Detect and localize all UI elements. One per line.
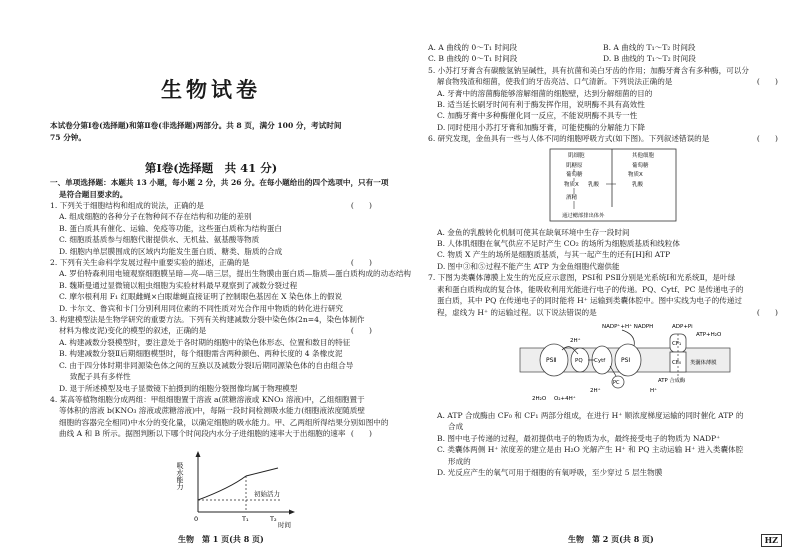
- option-b: B. 图中电子传递的过程，最初提供电子的物质为水，最终接受电子的物质为 NADP⁺: [437, 433, 721, 443]
- option-d: D. 卡尔文、鲁宾和卡门分别利用同位素的不同性质对光合作用中物质的转化进行研究: [59, 303, 344, 313]
- question-5: [428, 65, 778, 133]
- option-d: D. 退于所述模型及电子显微镜下拍摄到的细胞分裂图像均属于物理模型: [59, 383, 298, 393]
- option-c: C. 由于四分体时期非同源染色体之间的互换以及减数分裂Ⅰ后期同源染色体的自由组合导: [59, 360, 354, 370]
- option-d: D. 细胞内单层膜围成的区域内均能发生蛋白质、糖类、脂质的合成: [59, 246, 283, 256]
- version-badge: HZ: [761, 534, 782, 547]
- option-c-2: 致配子具有多样性: [70, 372, 131, 382]
- option-c: C. 类囊体两侧 H⁺ 浓度差的建立是由 H₂O 光解产生 H⁺ 和 PQ 主动运输 H⁺ 进入类囊体腔: [437, 445, 744, 455]
- option-b: B. 蛋白质具有催化、运输、免疫等功能，这些蛋白质称为结构蛋白: [59, 223, 283, 233]
- part-heading: 一、单项选择题：本题共 13 小题，每小题 2 分，共 26 分。在每小题给出的四个选项中，只有一项: [50, 178, 389, 188]
- question-7: [428, 272, 778, 318]
- nadph-label: NADP⁺+H⁺ NADPH: [602, 323, 654, 330]
- question-stem: 7. 下图为类囊体薄膜上发生的光反应示意图，PSⅠ和 PSⅡ分别是光系统Ⅰ和光系统Ⅱ，是叶绿: [428, 273, 736, 283]
- pq-label: PQ: [575, 357, 583, 364]
- muscle-glycogen: 肌糖原: [566, 162, 583, 169]
- muscle-cell-label: 肌细胞: [568, 152, 585, 159]
- proton-label-2: 2H⁺: [590, 387, 601, 394]
- x-axis-arrow: [289, 509, 295, 514]
- proton-label-1: 2H⁺: [570, 337, 581, 344]
- page-footer-2: 生物 第 2 页(共 8 页): [568, 534, 654, 544]
- answer-paren: ( ): [350, 258, 372, 268]
- cf1-label: CF₁: [672, 340, 682, 347]
- option-b: B. A 曲线的 T₁～T₂ 时间段: [603, 43, 696, 52]
- q4-options-row-1: [428, 42, 778, 53]
- option-c: C. B 曲线的 0～T₁ 时间段: [428, 54, 518, 64]
- origin-label: 0: [194, 514, 199, 523]
- excretion-label: 通过鳃部排出体外: [562, 212, 605, 219]
- question-stem: 6. 研究发现，金鱼具有一些与人体不同的细胞呼吸方式(如下图)。下列叙述错误的是: [428, 134, 710, 144]
- water-absorption-graph: [170, 448, 300, 528]
- goldfish-respiration-diagram: [548, 147, 678, 223]
- option-a: A. ATP 合成酶由 CF₀ 和 CF₁ 两部分组成，在进行 H⁺ 顺浓度梯度运输的同时催化 ATP 的: [437, 410, 744, 420]
- option-c: C. 摩尔根利用 F₁ 红眼雌蝇×白眼雄蝇直接证明了控制眼色基因在 X 染色体上的假说: [59, 292, 343, 302]
- curve-label: 初始活力: [254, 489, 280, 498]
- option-a-2: 合成: [448, 422, 464, 432]
- right-page: [400, 0, 800, 559]
- option-b: B. 人体肌细胞在氧气供应不足时产生 CO₂ 的场所为细胞质基质和线粒体: [437, 239, 680, 249]
- exam-intro: [50, 120, 372, 143]
- option-a: A. 罗伯特森利用电镜观察细胞膜呈暗—亮—暗三层，提出生物膜由蛋白质—脂质—蛋白质构成的动态结构: [59, 269, 412, 279]
- question-6-options: [428, 227, 778, 273]
- lactic-acid-right: 乳酸: [632, 181, 644, 188]
- intro-line-2: 75 分钟。: [50, 132, 86, 142]
- adp-label: ADP+Pi: [672, 323, 693, 330]
- alcohol: 酒精: [566, 194, 578, 201]
- y-axis-label: 吸水能力: [176, 461, 184, 490]
- curve-a: [198, 476, 246, 500]
- membrane-label: 类囊体薄膜: [690, 359, 717, 366]
- part-heading-2: 是符合题目要求的。: [59, 189, 128, 199]
- answer-paren: ( ): [756, 134, 778, 144]
- question-stem-2: 素和蛋白质构成的复合体，能吸收利用光能进行电子的传递。PQ、Cytf、PC 是传递电子的: [437, 284, 744, 294]
- question-stem-3: 蛋白质，其中 PQ 在传递电子的同时能将 H⁺ 运输到类囊体腔中。图中实线为电子的传递过: [437, 296, 742, 306]
- glucose-right: 葡萄糖: [632, 162, 649, 169]
- option-b: B. 适当延长刷牙时间有利于酶发挥作用，说明酶不具有高效性: [437, 100, 645, 110]
- answer-paren: ( ): [350, 201, 372, 210]
- proton-label-3: H⁺: [650, 387, 658, 394]
- section-title: 第Ⅰ卷(选择题 共 41 分): [144, 161, 278, 176]
- answer-paren: ( ): [756, 307, 778, 317]
- option-c: C. 物质 X 产生的场所是细胞质基质，与其一起产生的还有[H]和 ATP: [437, 250, 671, 260]
- cf0-label: CF₀: [672, 359, 682, 366]
- curve-a-end: [246, 468, 278, 476]
- oxygen-label: O₂+4H⁺: [554, 395, 576, 402]
- answer-paren: ( ): [350, 429, 372, 439]
- question-stem-2: 材料为橡皮泥)变化的模型的叙述，正确的是: [59, 326, 207, 336]
- option-c: C. 细胞质基质参与细胞代谢提供水、无机盐、氨基酸等物质: [59, 235, 260, 245]
- question-stem-4: 曲线 A 和 B 所示。据图判断以下哪个时间段内水分子进细胞的速率大于出细胞的速率: [59, 429, 346, 439]
- glucose-left: 葡萄糖: [566, 171, 583, 178]
- question-7-options: [428, 410, 778, 478]
- x-axis-label: 时间: [278, 520, 291, 529]
- page-footer-1: 生物 第 1 页(共 8 页): [178, 534, 264, 544]
- option-d: D. 光反应产生的氧气可用于细胞的有氧呼吸，至少穿过 5 层生物膜: [437, 467, 663, 477]
- answer-paren: ( ): [350, 326, 372, 336]
- paper-title: 生物试卷: [161, 77, 261, 102]
- psii-label: PSⅡ: [546, 356, 557, 364]
- option-a: A. 牙膏中的溶菌酶能够溶解细菌的细胞壁，达到分解细菌的目的: [437, 88, 653, 98]
- option-c: C. 加酶牙膏中多种酶催化同一反应，不能说明酶不具专一性: [437, 111, 638, 121]
- option-d: D. B 曲线的 T₁～T₂ 时间段: [603, 54, 696, 64]
- thylakoid-light-reaction-diagram: [510, 320, 740, 406]
- q4-options-row-2: [428, 53, 778, 64]
- question-6: [428, 133, 778, 144]
- cytf-label: Cytf: [594, 357, 606, 364]
- question-stem-2: 等体积的溶液 b(KNO₃ 溶液或蔗糖溶液)中，每隔一段时间检测吸水能力(细胞液浓度随质壁: [59, 406, 365, 416]
- option-a: A. 金鱼的乳酸转化机制可使其在缺氧环境中生存一段时间: [437, 227, 630, 237]
- option-b: B. 构建减数分裂Ⅱ后期细胞模型时，每个细胞需含两种颜色、两种长度的 4 条橡皮泥: [59, 349, 343, 359]
- psi-label: PSⅠ: [621, 356, 631, 364]
- option-d: D. 图中③和⑤过程不能产生 ATP 为金鱼细胞代谢供能: [437, 261, 620, 271]
- option-c-2: 形成的: [448, 456, 471, 466]
- question-stem-4: 程，虚线为 H⁺ 的运输过程。以下说法错误的是: [437, 307, 597, 317]
- atp-label: ATP+H₂O: [696, 331, 722, 338]
- option-d: D. 同时使用小苏打牙膏和加酶牙膏，可能使酶的分解能力下降: [437, 122, 646, 132]
- substance-x-right: 物质X: [628, 171, 643, 178]
- question-stem: 5. 小苏打牙膏含有碳酸氢钠呈碱性，具有抗菌和美白牙齿的作用；加酶牙膏含有多种酶，可以分: [428, 65, 749, 75]
- option-a: A. A 曲线的 0～T₁ 时间段: [428, 43, 518, 52]
- water-label: 2H₂O: [532, 395, 547, 402]
- option-b: B. 魏斯曼通过显微镜以粗虫细胞为实验材料最早观察到了减数分裂过程: [59, 280, 298, 290]
- question-stem: 1. 下列关于细胞结构和组成的说法，正确的是: [50, 201, 204, 210]
- t2-label: T₂: [270, 514, 277, 523]
- electron-path-4: [622, 330, 634, 346]
- y-axis-arrow: [196, 451, 201, 457]
- option-a: A. 构建减数分裂模型时，要注意处于各时期的细胞中的染色体形态、位置和数目的特征: [59, 337, 351, 347]
- other-cell-label: 其他细胞: [632, 152, 655, 159]
- t1-label: T₁: [242, 514, 249, 523]
- substance-x-left: 物质X: [564, 181, 579, 188]
- lactic-acid: 乳酸: [588, 181, 600, 188]
- question-2: [50, 257, 412, 314]
- option-a: A. 组成细胞的各种分子在物种间不存在结构和功能的差别: [59, 212, 252, 222]
- intro-line-1: 本试卷分第Ⅰ卷(选择题)和第Ⅱ卷(非选择题)两部分。共 8 页，满分 100 分，考试时间: [50, 121, 342, 130]
- pc-label: PC: [613, 379, 620, 386]
- question-stem: 2. 下列有关生命科学发展过程中重要实验的描述，正确的是: [50, 258, 250, 268]
- answer-paren: ( ): [756, 77, 778, 87]
- question-stem: 3. 构建模型法是生物学研究的重要方法。下列有关构建减数分裂中染色体(2n=4，染色体制作: [50, 315, 365, 325]
- question-stem-3: 细胞的容器完全相同)中水分的变化量，以确定细胞的吸水能力。甲、乙两组所得结果分别如图中的: [59, 417, 389, 427]
- atp-synthase-label: ATP 合成酶: [658, 377, 686, 384]
- question-stem-2: 解食物残渣和细菌，使我们的牙齿亮洁、口气清新。下列说法正确的是: [437, 77, 673, 87]
- question-1: [50, 200, 372, 257]
- question-3: [50, 314, 372, 394]
- question-4: [50, 394, 389, 440]
- question-stem: 4. 某高等植物细胞分成两组：甲组细胞置于溶液 a(蔗糖溶液或 KNO₃ 溶液)中，乙组细胞置于: [50, 394, 365, 404]
